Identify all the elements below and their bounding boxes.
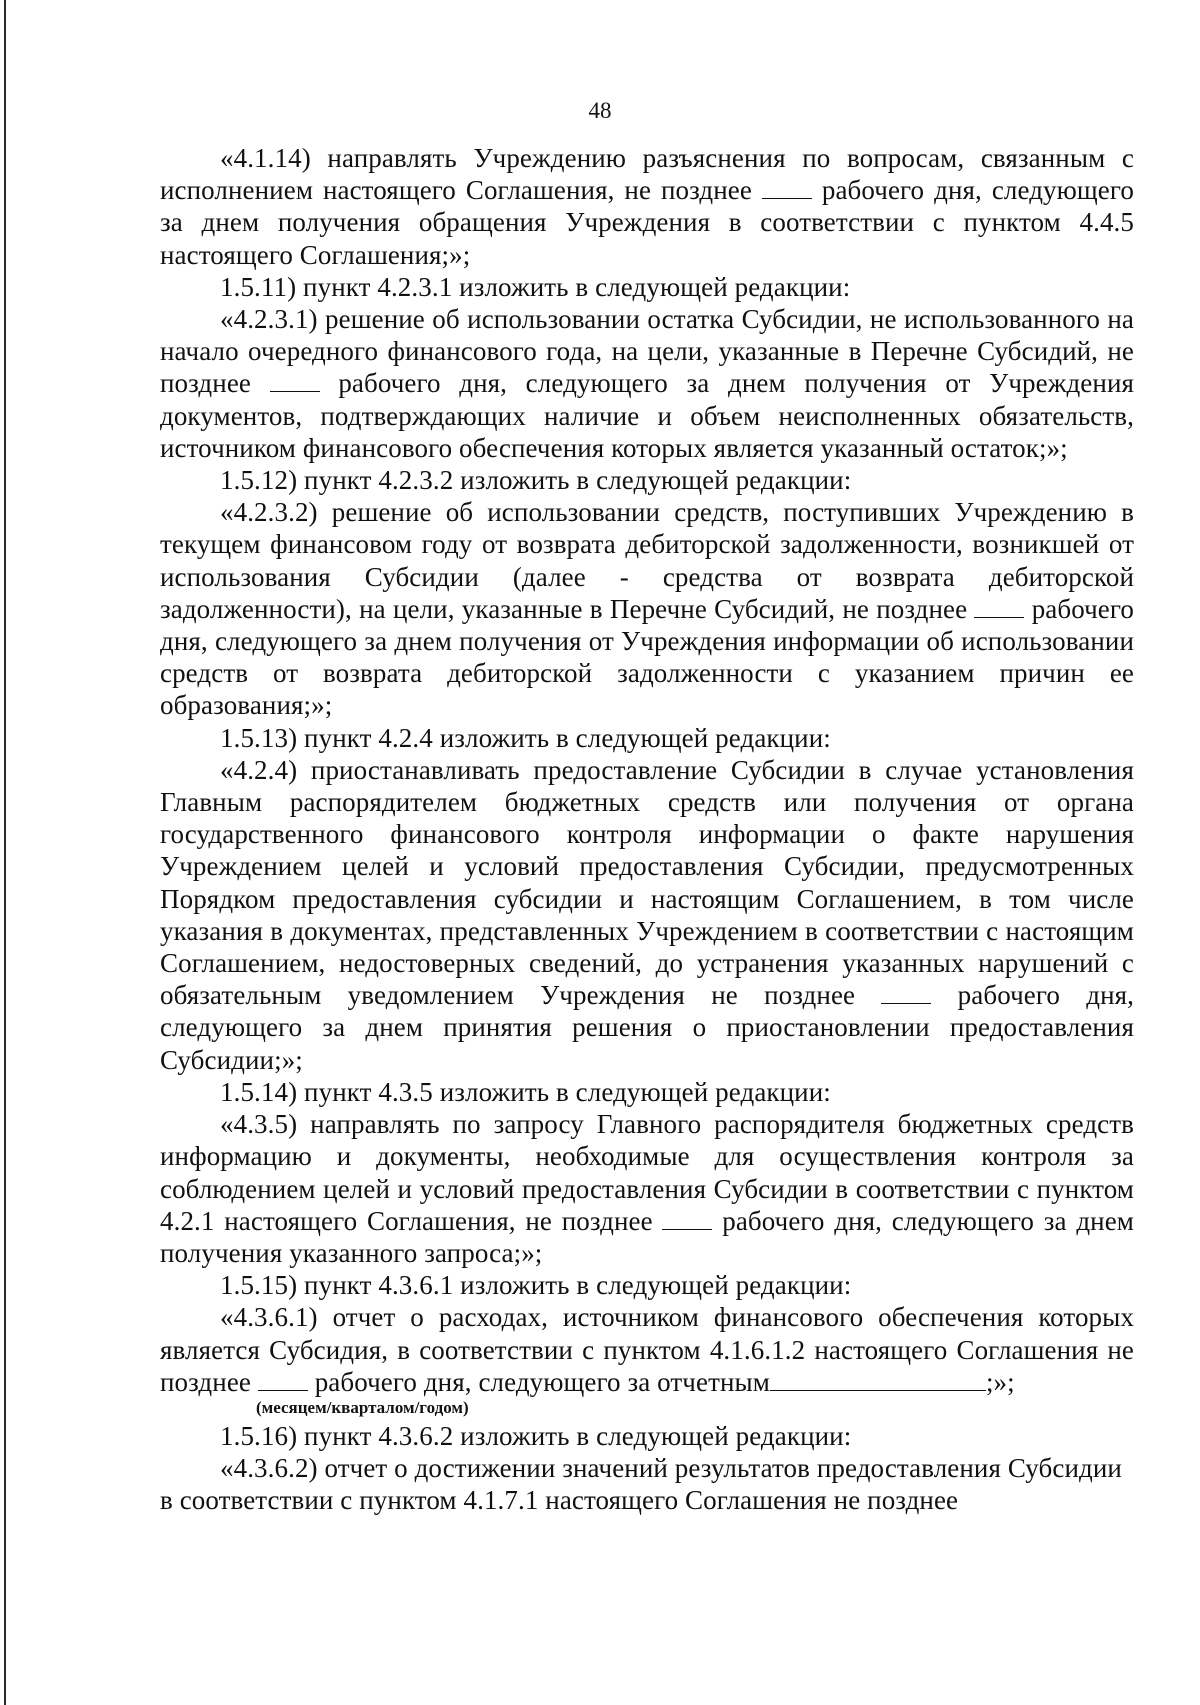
paragraph-4-3-5 [160, 1108, 1134, 1269]
paragraph-4-2-3-2 [160, 496, 1134, 721]
blank-field-period [770, 1370, 986, 1391]
paragraph-4-3-6-2: «4.3.6.2) отчет о достижении значений результатов предоставления Субсидии в соответствии с пунктом 4.1.7.1 настоящего Соглашения не позднее [160, 1453, 1122, 1516]
blank-field [974, 597, 1024, 618]
paragraph-text: «4.1.14) направлять Учреждению разъяснения по вопросам, связанным с исполнением настоящего Соглашения, не позднее [160, 143, 1134, 206]
page-number: 48 [588, 98, 612, 123]
paragraph-text: «4.2.3.2) решение об использовании средств, поступивших Учреждению в текущем финансовом году от возврата дебиторской задолженности, возникшей от использования Субсидии (далее - средства от возврата дебиторской задолженности), на цели, указанные в Перечне Субсидий, не позднее [160, 497, 1134, 624]
paragraph-1-5-15: 1.5.15) пункт 4.3.6.1 изложить в следующей редакции: [220, 1270, 852, 1301]
paragraph-4-2-3-1 [160, 303, 1134, 464]
paragraph-text: «4.3.5) направлять по запросу Главного распорядителя бюджетных средств информацию и документы, необходимые для осуществления контроля за соблюдением целей и условий предоставления Субсидии в соответствии с пунктом 4.2.1 настоящего Соглашения, не позднее [160, 1109, 1134, 1236]
paragraph-text: рабочего дня, следующего за днем получения от Учреждения информации об использовании средств от возврата дебиторской задолженности с указанием причин ее образования;»; [160, 593, 1134, 721]
paragraph-text: рабочего дня, следующего за днем принятия решения о приостановлении предоставления Субсидии;»; [160, 980, 1134, 1075]
paragraph-4-3-6-1 [160, 1301, 1134, 1398]
paragraph-text: ;»; [985, 1366, 1015, 1397]
paragraph-text: рабочего дня, следующего за отчетным [314, 1366, 770, 1397]
paragraph-text: «4.2.4) приостанавливать предоставление Субсидии в случае установления Главным распорядителем бюджетных средств или получения от органа государственного финансового контроля информации о факте нарушения Учреждением целей и условий предоставления Субсидии, предусмотренных Порядком предоставления субсидии и настоящим Соглашением, в том числе указания в документах, представленных Учреждением в соответствии с настоящим Соглашением, недостоверных сведений, до устранения указанных нарушений с обязательным уведомлением Учреждения не позднее [160, 754, 1134, 1011]
blank-field [762, 178, 812, 199]
paragraph-1-5-11: 1.5.11) пункт 4.2.3.1 изложить в следующей редакции: [220, 271, 851, 302]
paragraph-4-1-14 [160, 142, 1134, 271]
paragraph-text: рабочего дня, следующего за днем получения указанного запроса;»; [160, 1205, 1134, 1268]
blank-field [662, 1209, 712, 1230]
paragraph-1-5-16: 1.5.16) пункт 4.3.6.2 изложить в следующей редакции: [220, 1420, 852, 1451]
paragraph-text: рабочего дня, следующего за днем получения обращения Учреждения в соответствии с пунктом 4.4.5 настоящего Соглашения;»; [160, 175, 1134, 270]
paragraph-1-5-12: 1.5.12) пункт 4.2.3.2 изложить в следующей редакции: [220, 465, 852, 496]
blank-field [258, 1370, 308, 1391]
document-body [160, 142, 1134, 1517]
paragraph-1-5-14: 1.5.14) пункт 4.3.5 изложить в следующей редакции: [220, 1076, 831, 1107]
blank-caption: (месяцем/кварталом/годом) [256, 1397, 469, 1417]
paragraph-text: «4.3.6.1) отчет о расходах, источником финансового обеспечения которых является Субсидия, в соответствии с пунктом 4.1.6.1.2 настоящего Соглашения не позднее [160, 1302, 1134, 1397]
paragraph-4-2-4 [160, 754, 1134, 1076]
page-left-edge [4, 0, 6, 1705]
blank-field [881, 983, 931, 1004]
paragraph-text: «4.2.3.1) решение об использовании остатка Субсидии, не использованного на начало очередного финансового года, на цели, указанные в Перечне Субсидий, не позднее [160, 304, 1134, 399]
blank-field [270, 371, 320, 392]
paragraph-text: рабочего дня, следующего за днем получения от Учреждения документов, подтверждающих наличие и объем неисполненных обязательств, источником финансового обеспечения которых является указанный остаток;»; [160, 368, 1135, 463]
paragraph-1-5-13: 1.5.13) пункт 4.2.4 изложить в следующей редакции: [220, 722, 831, 753]
